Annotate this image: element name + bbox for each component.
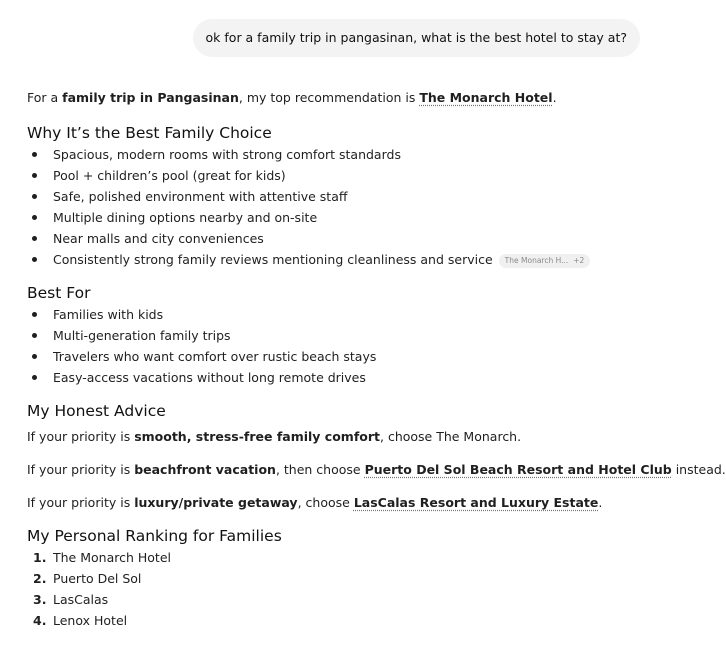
assistant-response xyxy=(27,88,726,631)
advice-text: , choose xyxy=(297,495,354,510)
advice-paragraph-1 xyxy=(27,427,687,447)
intro-suffix: . xyxy=(552,90,557,105)
list-item-text: Multi-generation family trips xyxy=(53,328,231,343)
ranking-name: LasCalas xyxy=(53,592,109,607)
user-message-bubble xyxy=(193,19,640,57)
list-item xyxy=(27,165,687,186)
why-heading: Why It’s the Best Family Choice xyxy=(27,124,272,142)
why-list xyxy=(27,144,687,270)
list-item-text: Pool + children’s pool (great for kids) xyxy=(53,168,286,183)
advice-text: If your priority is xyxy=(27,495,135,510)
list-item-text: Safe, polished environment with attentive staff xyxy=(53,189,348,204)
ranking-list xyxy=(27,547,687,631)
ranking-number: 4. xyxy=(33,613,47,628)
best-for-heading: Best For xyxy=(27,284,91,302)
advice-text: , then choose xyxy=(275,462,365,477)
list-item xyxy=(27,325,687,346)
ranking-item xyxy=(27,547,687,568)
advice-text: , choose The Monarch. xyxy=(380,429,522,444)
list-item xyxy=(27,346,687,367)
advice-bold: smooth, stress-free family comfort xyxy=(134,429,380,444)
list-item-text: Near malls and city conveniences xyxy=(53,231,264,246)
lascalas-link[interactable]: LasCalas Resort and Luxury Estate xyxy=(353,495,599,510)
list-item xyxy=(27,186,687,207)
advice-bold: luxury/private getaway xyxy=(134,495,298,510)
list-item-text: Spacious, modern rooms with strong comfort standards xyxy=(53,147,401,162)
advice-text: If your priority is xyxy=(27,462,135,477)
intro-bold: family trip in Pangasinan xyxy=(62,90,239,105)
list-item xyxy=(27,367,687,388)
ranking-heading: My Personal Ranking for Families xyxy=(27,527,282,545)
ranking-item xyxy=(27,568,687,589)
puerto-del-sol-link[interactable]: Puerto Del Sol Beach Resort and Hotel Club xyxy=(364,462,672,477)
list-item xyxy=(27,144,687,165)
list-item xyxy=(27,207,687,228)
list-item xyxy=(27,249,687,270)
ranking-item xyxy=(27,589,687,610)
advice-paragraph-2 xyxy=(27,460,726,480)
ranking-item xyxy=(27,610,687,631)
list-item-text: Multiple dining options nearby and on-site xyxy=(53,210,318,225)
citation-extra-count: +2 xyxy=(573,256,585,265)
citation-label: The Monarch H... xyxy=(504,256,569,265)
monarch-hotel-link[interactable]: The Monarch Hotel xyxy=(419,90,553,105)
advice-paragraph-3 xyxy=(27,493,687,513)
advice-bold: beachfront vacation xyxy=(134,462,276,477)
advice-text: If your priority is xyxy=(27,429,135,444)
intro-paragraph xyxy=(27,88,687,108)
ranking-number: 2. xyxy=(33,571,47,586)
ranking-name: Puerto Del Sol xyxy=(53,571,142,586)
advice-text: instead. xyxy=(671,462,726,477)
intro-middle: , my top recommendation is xyxy=(238,90,420,105)
citation-chip[interactable] xyxy=(499,254,591,268)
best-for-list xyxy=(27,304,687,388)
user-message-text: ok for a family trip in pangasinan, what is the best hotel to stay at? xyxy=(205,30,627,45)
advice-text: . xyxy=(598,495,603,510)
ranking-number: 1. xyxy=(33,550,47,565)
advice-heading: My Honest Advice xyxy=(27,402,166,420)
ranking-name: Lenox Hotel xyxy=(53,613,128,628)
list-item-text: Travelers who want comfort over rustic beach stays xyxy=(53,349,377,364)
list-item xyxy=(27,304,687,325)
intro-prefix: For a xyxy=(27,90,63,105)
list-item-text: Families with kids xyxy=(53,307,164,322)
list-item xyxy=(27,228,687,249)
ranking-number: 3. xyxy=(33,592,47,607)
list-item-text: Consistently strong family reviews mentioning cleanliness and service xyxy=(53,252,493,267)
ranking-name: The Monarch Hotel xyxy=(53,550,171,565)
list-item-text: Easy-access vacations without long remote drives xyxy=(53,370,366,385)
